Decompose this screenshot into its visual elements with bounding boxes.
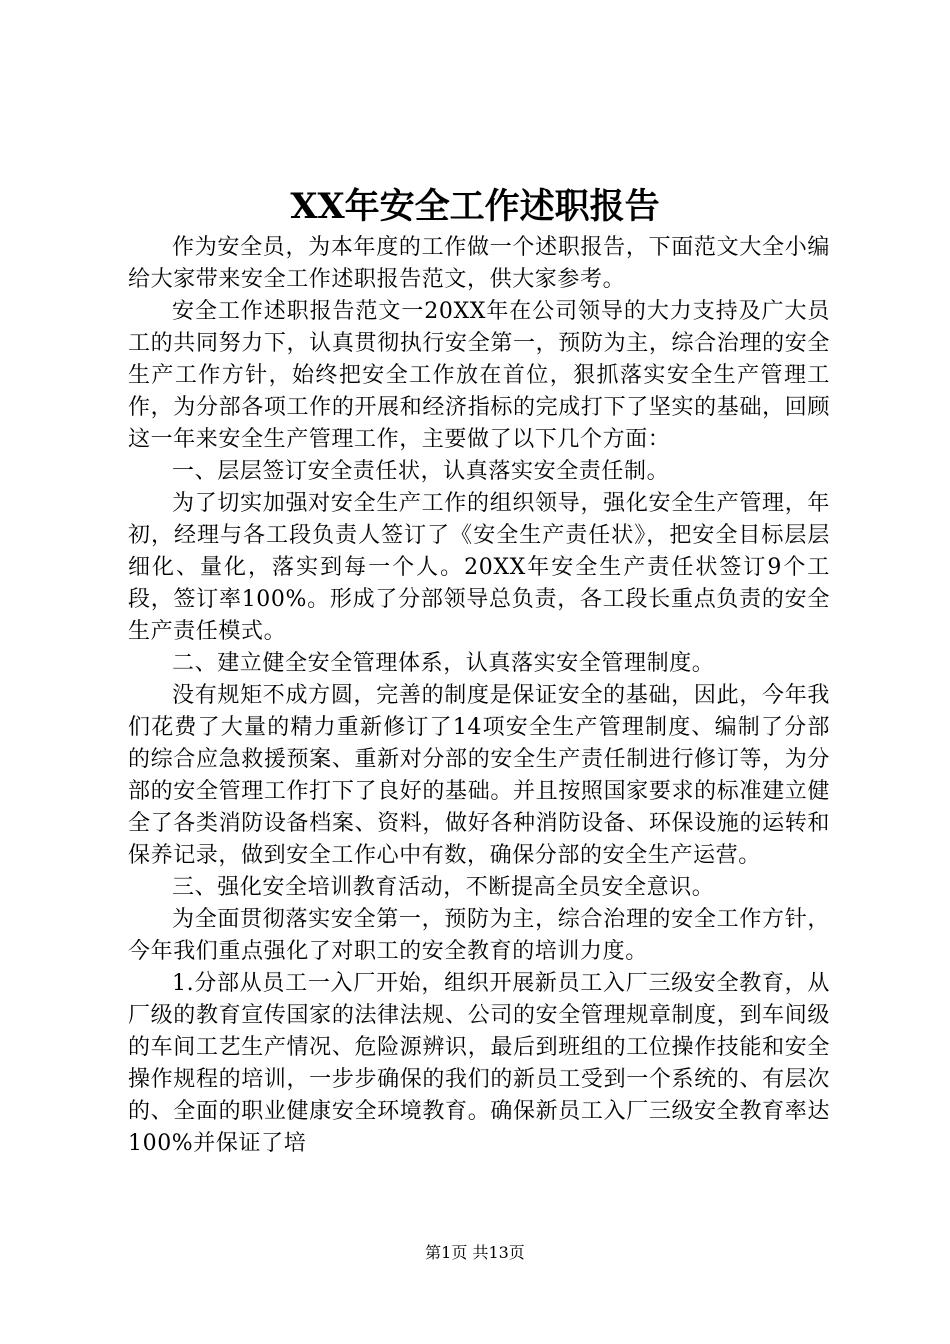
paragraph-management-system: 没有规矩不成方圆，完善的制度是保证安全的基础，因此，今年我们花费了大量的精力重新修订了14项安全生产管理制度、编制了分部的综合应急救援预案、重新对分部的安全生产责任制进行修订等，为分部的安全管理工作打下了良好的基础。并且按照国家要求的标准建立健全了各类消防设备档案、资料，做好各种消防设备、环保设施的运转和保养记录，做到安全工作心中有数，确保分部的安全生产运营。 (128, 683, 830, 868)
paragraph-sample-one: 安全工作述职报告范文一20XX年在公司领导的大力支持及广大员工的共同努力下，认真贯彻执行安全第一，预防为主，综合治理的安全生产工作方针，始终把安全工作放在首位，狠抓落实安全生产管理工作，为分部各项工作的开展和经济指标的完成打下了坚实的基础，回顾这一年来安全生产管理工作，主要做了以下几个方面： (128, 299, 830, 452)
document-body (128, 232, 830, 1160)
document-title: XX年安全工作述职报告 (290, 186, 660, 227)
section-heading-1: 一、层层签订安全责任状，认真落实安全责任制。 (172, 459, 670, 484)
paragraph-responsibility: 为了切实加强对安全生产工作的组织领导，强化安全生产管理，年初，经理与各工段负责人签订了《安全生产责任状》，把安全目标层层细化、量化，落实到每一个人。20XX年安全生产责任状签订9个工段，签订率100%。形成了分部领导总负责，各工段长重点负责的安全生产责任模式。 (128, 491, 830, 644)
section-heading-2: 二、建立健全安全管理体系，认真落实安全管理制度。 (172, 651, 715, 676)
paragraph-intro: 作为安全员，为本年度的工作做一个述职报告，下面范文大全小编给大家带来安全工作述职报告范文，供大家参考。 (128, 235, 830, 292)
page-footer: 第1页 共13页 (425, 1243, 525, 1262)
paragraph-training-policy: 为全面贯彻落实安全第一，预防为主，综合治理的安全工作方针，今年我们重点强化了对职工的安全教育的培训力度。 (128, 907, 830, 964)
section-heading-3: 三、强化安全培训教育活动，不断提高全员安全意识。 (172, 875, 715, 900)
paragraph-training-item-1: 1.分部从员工一入厂开始，组织开展新员工入厂三级安全教育，从厂级的教育宣传国家的法律法规、公司的安全管理规章制度，到车间级的车间工艺生产情况、危险源辨识，最后到班组的工位操作技能和安全操作规程的培训，一步步确保的我们的新员工受到一个系统的、有层次的、全面的职业健康安全环境教育。确保新员工入厂三级安全教育率达100%并保证了培 (128, 971, 830, 1156)
